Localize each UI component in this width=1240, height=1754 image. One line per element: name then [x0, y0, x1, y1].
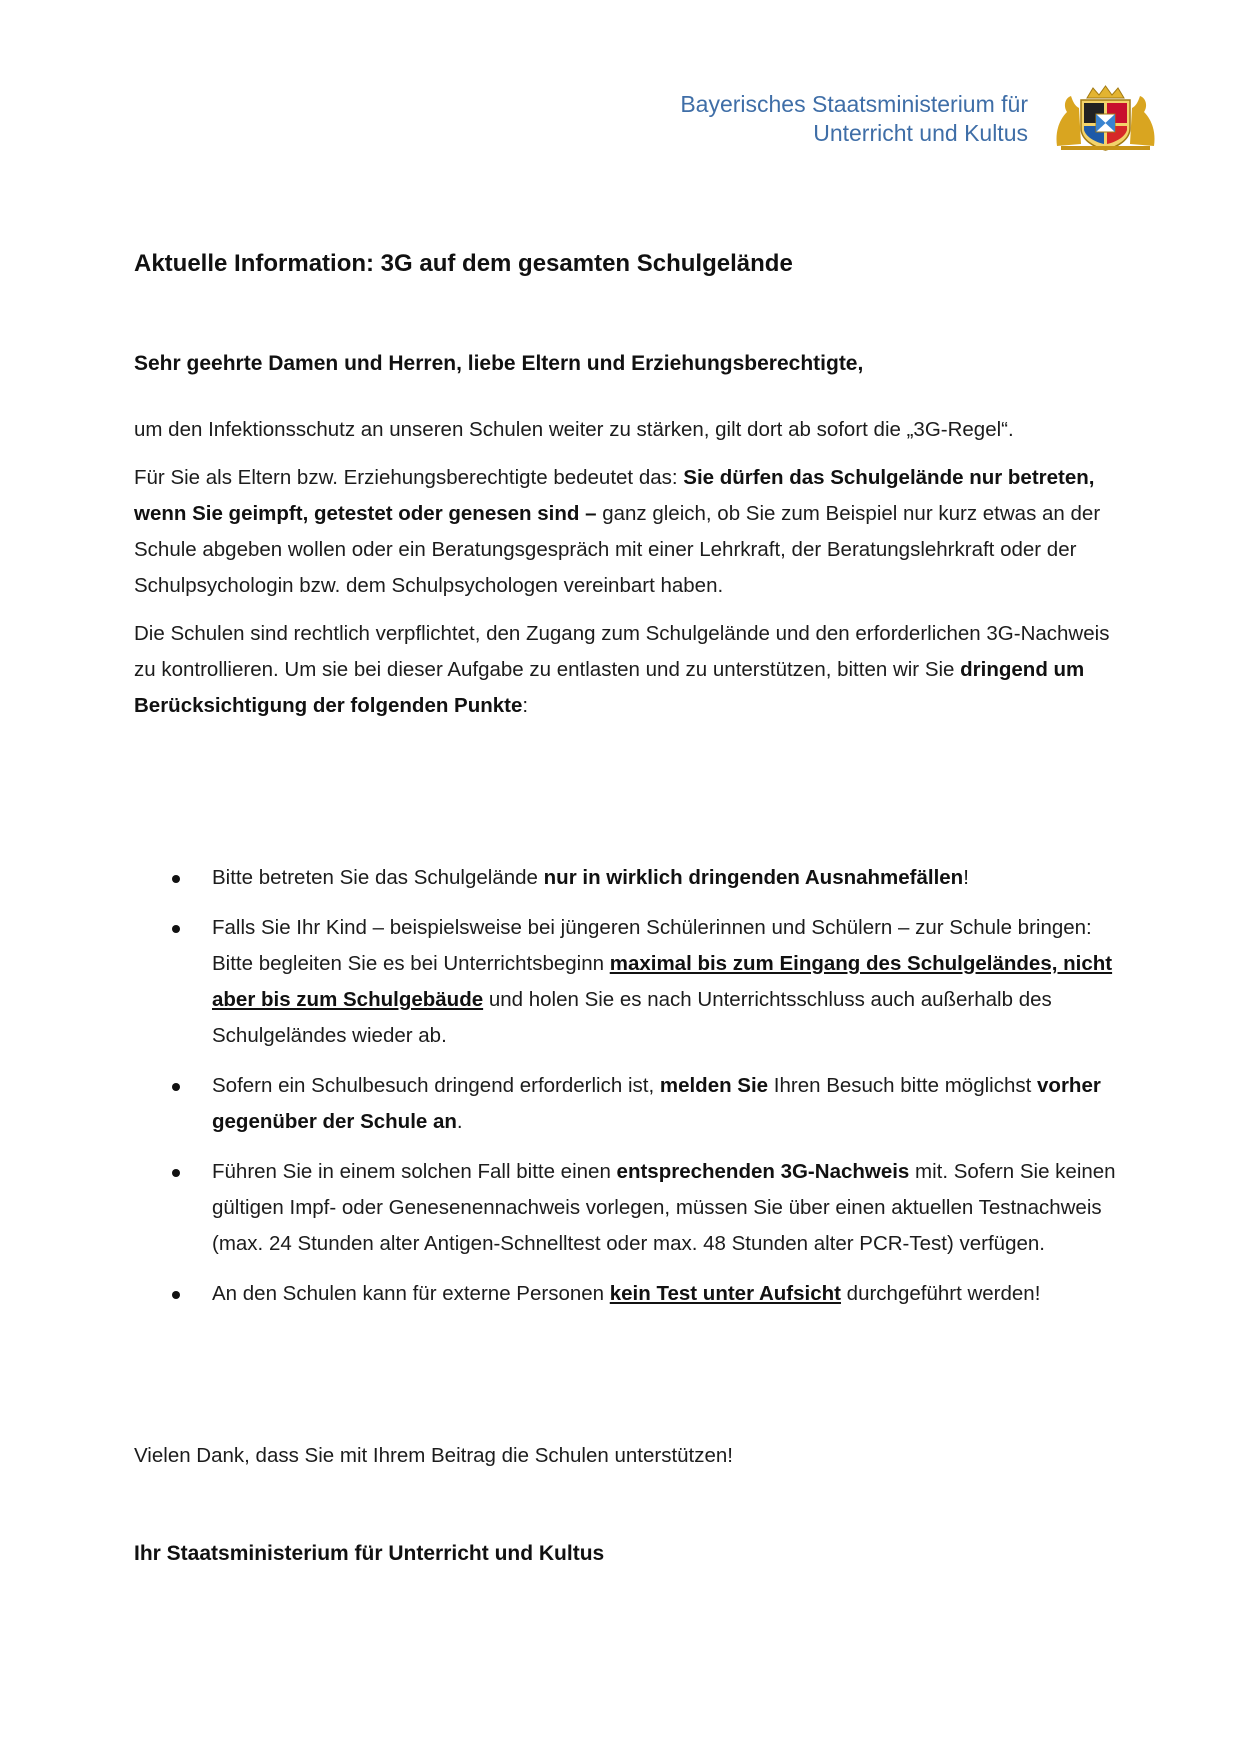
bullet-5-part1: An den Schulen kann für externe Personen — [212, 1282, 610, 1305]
list-item — [134, 910, 1124, 1054]
bullet-icon — [172, 1083, 180, 1091]
paragraph-obligation-emphasis: dringend um Berücksichtigung der folgenden Punkte — [134, 658, 1085, 717]
paragraph-meaning-part2: ganz gleich, ob Sie zum Beispiel nur kurz etwas an der Schule abgeben wollen oder ein Beratungsgespräch mit einer Lehrkraft, der Beratungslehrkraft oder der Schulpsychologin bzw. dem Schulpsychologen vereinbart haben. — [134, 502, 1101, 597]
intro-text — [134, 412, 1124, 736]
list-item — [134, 1068, 1124, 1140]
bullet-3-end: . — [456, 1110, 463, 1133]
bullet-3-part1: Sofern ein Schulbesuch dringend erforderlich ist, — [212, 1074, 660, 1097]
bullet-list — [134, 860, 1124, 1326]
list-item — [134, 1276, 1124, 1312]
ministry-name-line2: Unterricht und Kultus — [813, 120, 1028, 146]
paragraph-intro: um den Infektionsschutz an unseren Schulen weiter zu stärken, gilt dort ab sofort die „3G-Regel“. — [134, 418, 1014, 441]
salutation: Sehr geehrte Damen und Herren, liebe Eltern und Erziehungsberechtigte, — [134, 352, 864, 375]
bullet-4-emphasis: entsprechenden 3G-Nachweis — [616, 1160, 910, 1183]
bullet-5-part2: durchgeführt werden! — [840, 1282, 1041, 1305]
paragraph-meaning-emphasis: Sie dürfen das Schulgelände nur betreten, wenn Sie geimpft, getestet oder genesen sind – — [134, 466, 1095, 525]
paragraph-obligation-part1: Die Schulen sind rechtlich verpflichtet, den Zugang zum Schulgelände und den erforderlichen 3G-Nachweis zu kontrollieren. Um sie bei dieser Aufgabe zu entlasten und zu unterstützen, bitten wir Sie — [134, 622, 1110, 681]
bullet-3-emphasis1: melden Sie — [659, 1074, 769, 1097]
paragraph-obligation — [134, 616, 1124, 724]
bullet-2-part2: und holen Sie es nach Unterrichtsschluss auch außerhalb des Schulgeländes wieder ab. — [212, 988, 1052, 1047]
bullet-1-end: ! — [963, 866, 969, 889]
list-item — [134, 1154, 1124, 1262]
paragraph-meaning — [134, 460, 1124, 604]
bullet-icon — [172, 1291, 180, 1299]
bullet-4-part2: mit. Sofern Sie keinen gültigen Impf- oder Genesenennachweis vorlegen, müssen Sie über einen aktuellen Testnachweis (max. 24 Stunden alter Antigen-Schnelltest oder max. 48 Stunden alter PCR-Test) verfügen. — [212, 1160, 1116, 1255]
bullet-3-part2: Ihren Besuch bitte möglichst — [768, 1074, 1038, 1097]
paragraph-meaning-part1: Für Sie als Eltern bzw. Erziehungsberechtigte bedeutet das: — [134, 466, 684, 489]
ministry-name-line1: Bayerisches Staatsministerium für — [680, 91, 1028, 117]
bullet-icon — [172, 1169, 180, 1177]
bullet-5-emphasis: kein Test unter Aufsicht — [609, 1282, 841, 1305]
bullet-1-emphasis: nur in wirklich dringenden Ausnahmefällen — [543, 866, 964, 889]
bullet-2-emphasis: maximal bis zum Eingang des Schulgeländes, nicht aber bis zum Schulgebäude — [212, 952, 1113, 1011]
list-item — [134, 860, 1124, 896]
closing-text: Vielen Dank, dass Sie mit Ihrem Beitrag die Schulen unterstützen! — [134, 1444, 733, 1467]
bullet-icon — [172, 925, 180, 933]
bullet-3-emphasis2: vorher gegenüber der Schule an — [212, 1074, 1101, 1133]
bavarian-coat-of-arms-icon — [1053, 84, 1158, 152]
bullet-icon — [172, 875, 180, 883]
document-title: Aktuelle Information: 3G auf dem gesamten Schulgelände — [134, 250, 793, 277]
bullet-1-part1: Bitte betreten Sie das Schulgelände — [212, 866, 544, 889]
paragraph-obligation-end: : — [522, 694, 529, 717]
signature: Ihr Staatsministerium für Unterricht und Kultus — [134, 1542, 605, 1565]
bullet-4-part1: Führen Sie in einem solchen Fall bitte einen — [212, 1160, 617, 1183]
bullet-2-part1: Falls Sie Ihr Kind – beispielsweise bei jüngeren Schülerinnen und Schülern – zur Schule bringen: Bitte begleiten Sie es bei Unterrichtsbeginn — [212, 916, 1092, 975]
ministry-name — [508, 90, 1028, 148]
